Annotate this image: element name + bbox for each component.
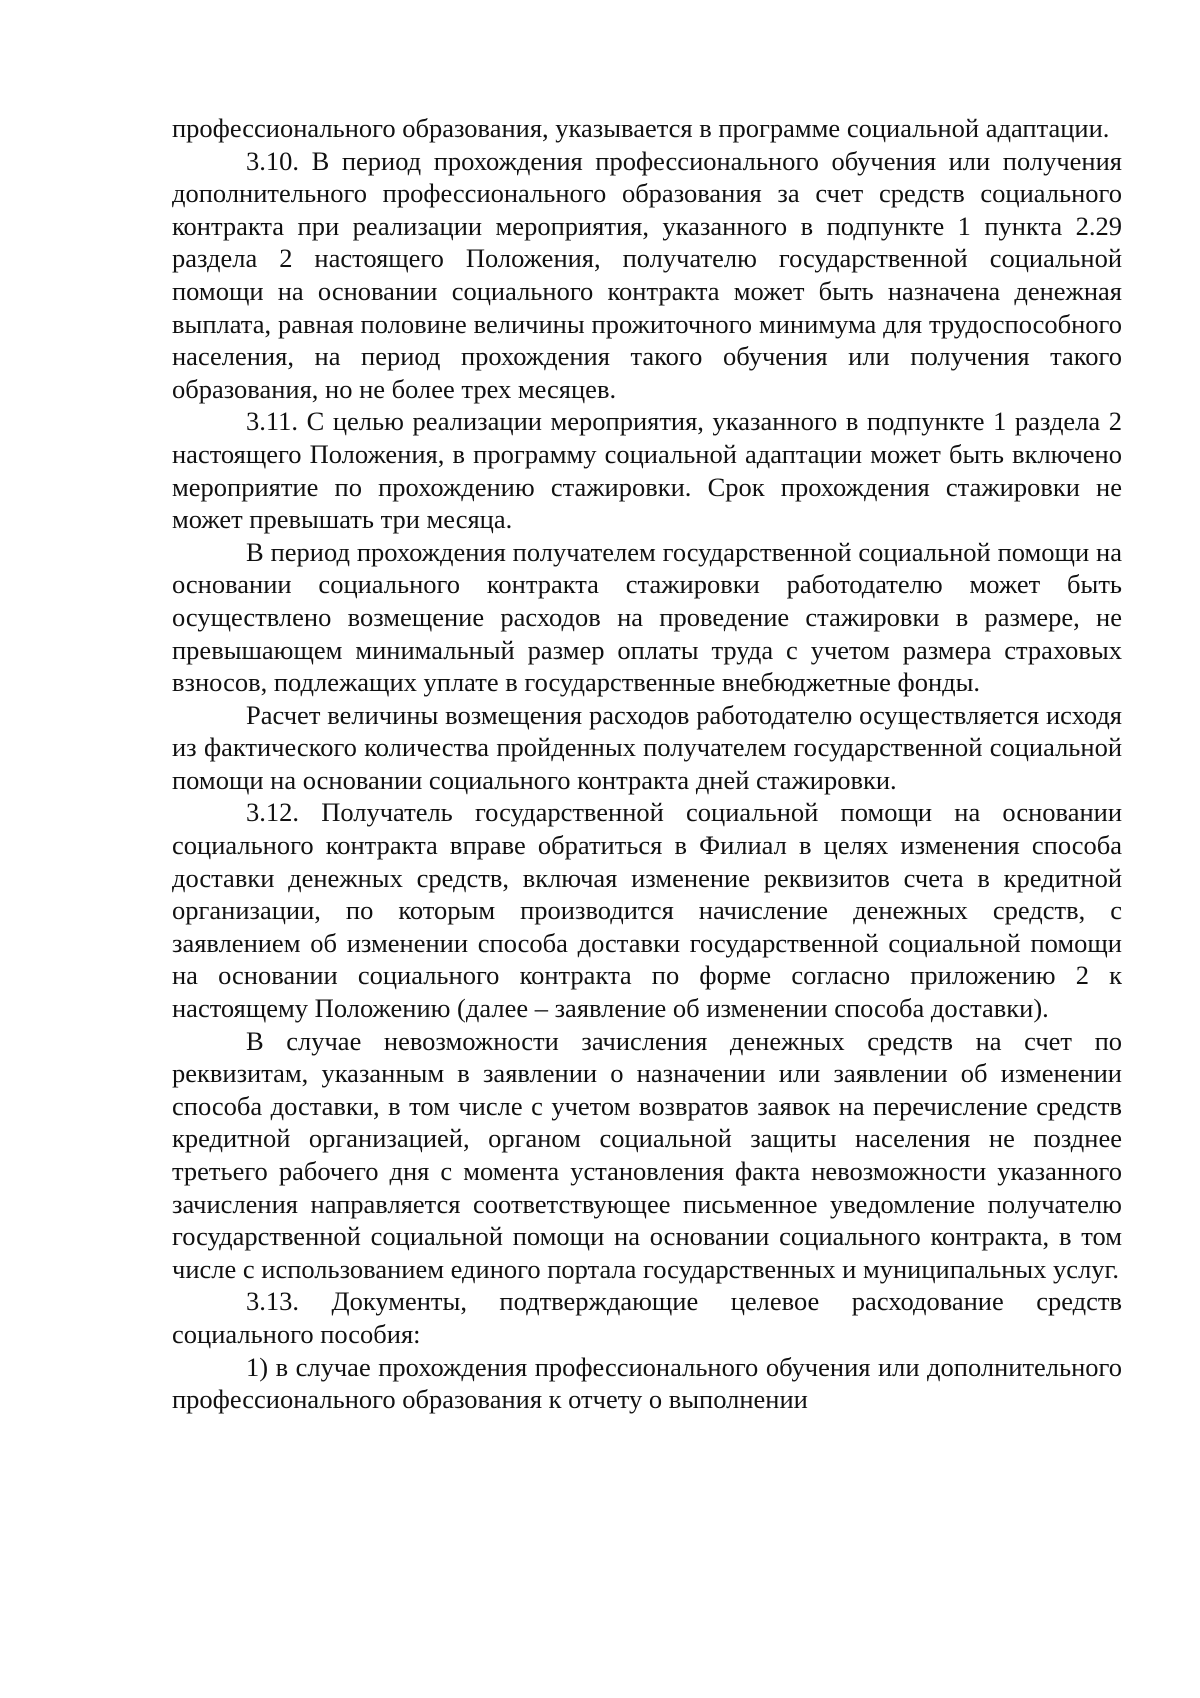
paragraph-3-12: 3.12. Получатель государственной социальной помощи на основании социального контракта вправе обратиться в Филиал в целях изменения способа доставки денежных средств, включая изменение реквизитов счета в кредитной организации, по которым производится начисление денежных средств, с заявлением об изменении способа доставки государственной социальной помощи на основании социального контракта по форме согласно приложению 2 к настоящему Положению (далее – заявление об изменении способа доставки).: [172, 797, 1122, 1024]
paragraph-internship-reimbursement: В период прохождения получателем государственной социальной помощи на основании социального контракта стажировки работодателю может быть осуществлено возмещение расходов на проведение стажировки в размере, не превышающем минимальный размер оплаты труда с учетом размера страховых взносов, подлежащих уплате в государственные внебюджетные фонды.: [172, 536, 1122, 698]
paragraph-3-13: 3.13. Документы, подтверждающие целевое расходование средств социального пособия:: [172, 1286, 1122, 1349]
paragraph-3-11: 3.11. С целью реализации мероприятия, указанного в подпункте 1 раздела 2 настоящего Положения, в программу социальной адаптации может быть включено мероприятие по прохождению стажировки. Срок прохождения стажировки не может превышать три месяца.: [172, 406, 1122, 535]
paragraph-continuation: профессионального образования, указывается в программе социальной адаптации.: [172, 113, 1110, 143]
document-page: [172, 112, 1122, 1416]
paragraph-3-10: 3.10. В период прохождения профессионального обучения или получения дополнительного профессионального образования за счет средств социального контракта при реализации мероприятия, указанного в подпункте 1 пункта 2.29 раздела 2 настоящего Положения, получателю государственной социальной помощи на основании социального контракта может быть назначена денежная выплата, равная половине величины прожиточного минимума для трудоспособного населения, на период прохождения такого обучения или получения такого образования, но не более трех месяцев.: [172, 145, 1122, 404]
paragraph-crediting-impossibility: В случае невозможности зачисления денежных средств на счет по реквизитам, указанным в заявлении о назначении или заявлении об изменении способа доставки, в том числе с учетом возвратов заявок на перечисление средств кредитной организацией, органом социальной защиты населения не позднее третьего рабочего дня с момента установления факта невозможности указанного зачисления направляется соответствующее письменное уведомление получателю государственной социальной помощи на основании социального контракта, в том числе с использованием единого портала государственных и муниципальных услуг.: [172, 1025, 1122, 1284]
paragraph-3-13-item-1: 1) в случае прохождения профессионального обучения или дополнительного профессионального образования к отчету о выполнении: [172, 1351, 1122, 1415]
paragraph-reimbursement-calculation: Расчет величины возмещения расходов работодателю осуществляется исходя из фактического количества пройденных получателем государственной социальной помощи на основании социального контракта дней стажировки.: [172, 699, 1122, 795]
